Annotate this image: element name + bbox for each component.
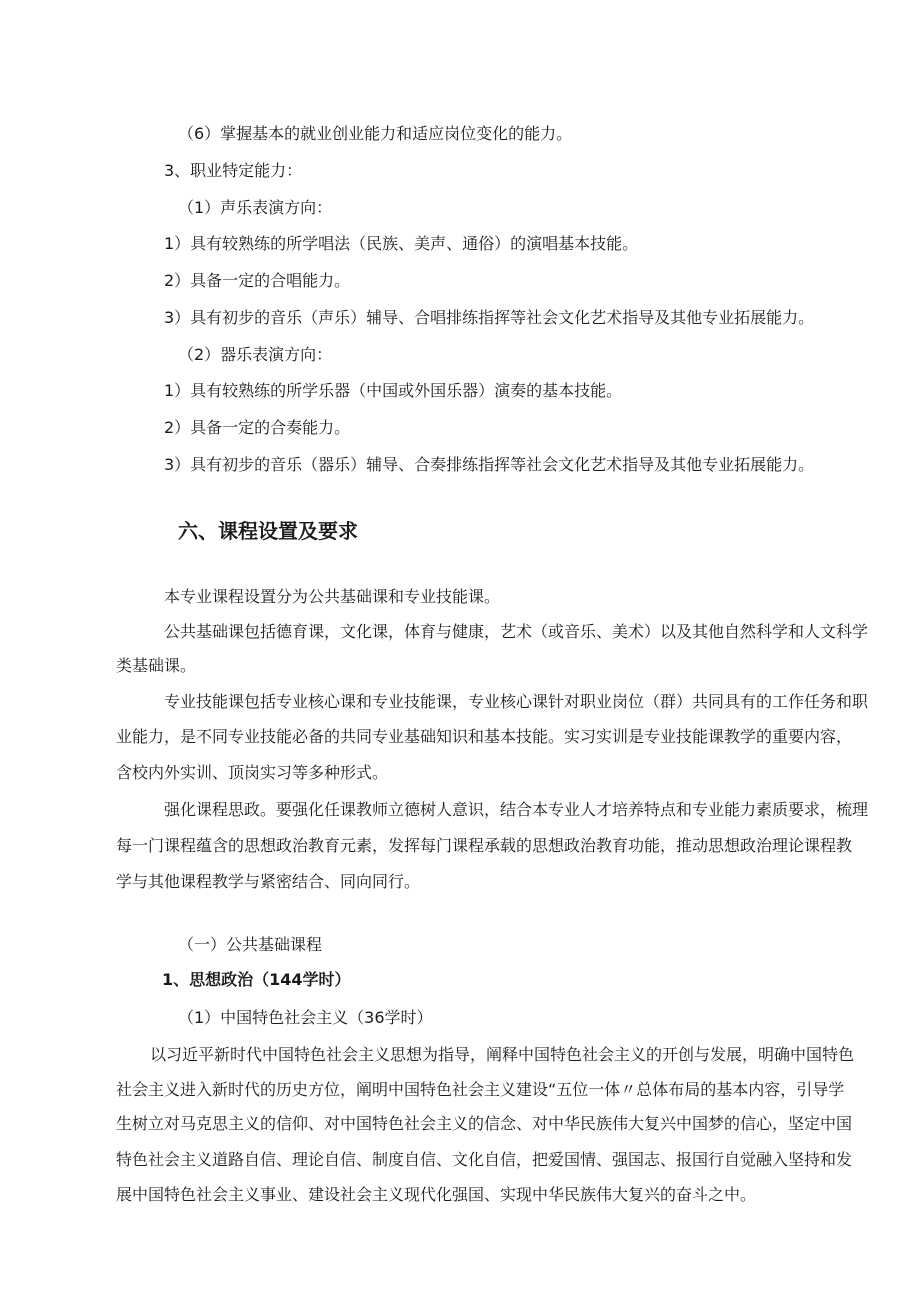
public-course-paragraph: 公共基础课包括德育课，文化课，体育与健康，艺术（或音乐、美术）以及其他自然科学和人文科学: [164, 622, 869, 641]
public-course-paragraph: 类基础课。: [116, 656, 197, 675]
ability-line: 3）具有初步的音乐（器乐）辅导、合奏排练指挥等社会文化艺术指导及其他专业拓展能力。: [164, 455, 815, 474]
ability-line: 1）具有较熟练的所学乐器（中国或外国乐器）演奏的基本技能。: [164, 381, 623, 400]
subsection-heading: （一）公共基础课程: [178, 935, 323, 954]
ability-line: 2）具备一定的合唱能力。: [164, 271, 351, 290]
ideology-paragraph: 强化课程思政。要强化任课教师立德树人意识，结合本专业人才培养特点和专业能力素质要求，梳理: [164, 800, 869, 819]
ability-line: （6）掌握基本的就业创业能力和适应岗位变化的能力。: [178, 124, 573, 143]
ability-direction: （2）器乐表演方向：: [178, 345, 333, 364]
socialism-paragraph: 生树立对马克思主义的信仰、对中国特色社会主义的信念、对中华民族伟大复兴中国梦的信心，坚定中国: [116, 1114, 853, 1133]
ability-line: 3）具有初步的音乐（声乐）辅导、合唱排练指挥等社会文化艺术指导及其他专业拓展能力。: [164, 308, 815, 327]
ability-heading: 3、职业特定能力：: [164, 161, 303, 180]
course-politics-heading: 1、思想政治（144学时）: [162, 970, 351, 989]
skill-course-paragraph: 含校内外实训、顶岗实习等多种形式。: [116, 763, 389, 782]
ability-line: 2）具备一定的合奏能力。: [164, 418, 351, 437]
ideology-paragraph: 学与其他课程教学与紧密结合、同向同行。: [116, 872, 421, 891]
ability-direction: （1）声乐表演方向：: [178, 198, 333, 217]
socialism-paragraph: 特色社会主义道路自信、理论自信、制度自信、文化自信，把爱国情、强国志、报国行自觉融入坚持和发: [116, 1150, 853, 1169]
socialism-paragraph: 社会主义进入新时代的历史方位，阐明中国特色社会主义建设“五位一体〃总体布局的基本内容，引导学: [116, 1080, 845, 1099]
socialism-paragraph: 展中国特色社会主义事业、建设社会主义现代化强国、实现中华民族伟大复兴的奋斗之中。: [116, 1185, 757, 1204]
ideology-paragraph: 每一门课程蕴含的思想政治教育元素，发挥每门课程承载的思想政治教育功能，推动思想政治理论课程教: [116, 836, 853, 855]
section-heading: 六、课程设置及要求: [178, 519, 358, 543]
skill-course-paragraph: 专业技能课包括专业核心课和专业技能课，专业核心课针对职业岗位（群）共同具有的工作任务和职: [164, 692, 869, 711]
ability-line: 1）具有较熟练的所学唱法（民族、美声、通俗）的演唱基本技能。: [164, 234, 639, 253]
socialism-paragraph: 以习近平新时代中国特色社会主义思想为指导，阐释中国特色社会主义的开创与发展，明确中国特色: [150, 1045, 855, 1064]
course-socialism-heading: （1）中国特色社会主义（36学时）: [178, 1008, 433, 1027]
skill-course-paragraph: 业能力，是不同专业技能必备的共同专业基础知识和基本技能。实习实训是专业技能课教学的重要内容，: [116, 727, 853, 746]
intro-paragraph: 本专业课程设置分为公共基础课和专业技能课。: [164, 587, 501, 606]
